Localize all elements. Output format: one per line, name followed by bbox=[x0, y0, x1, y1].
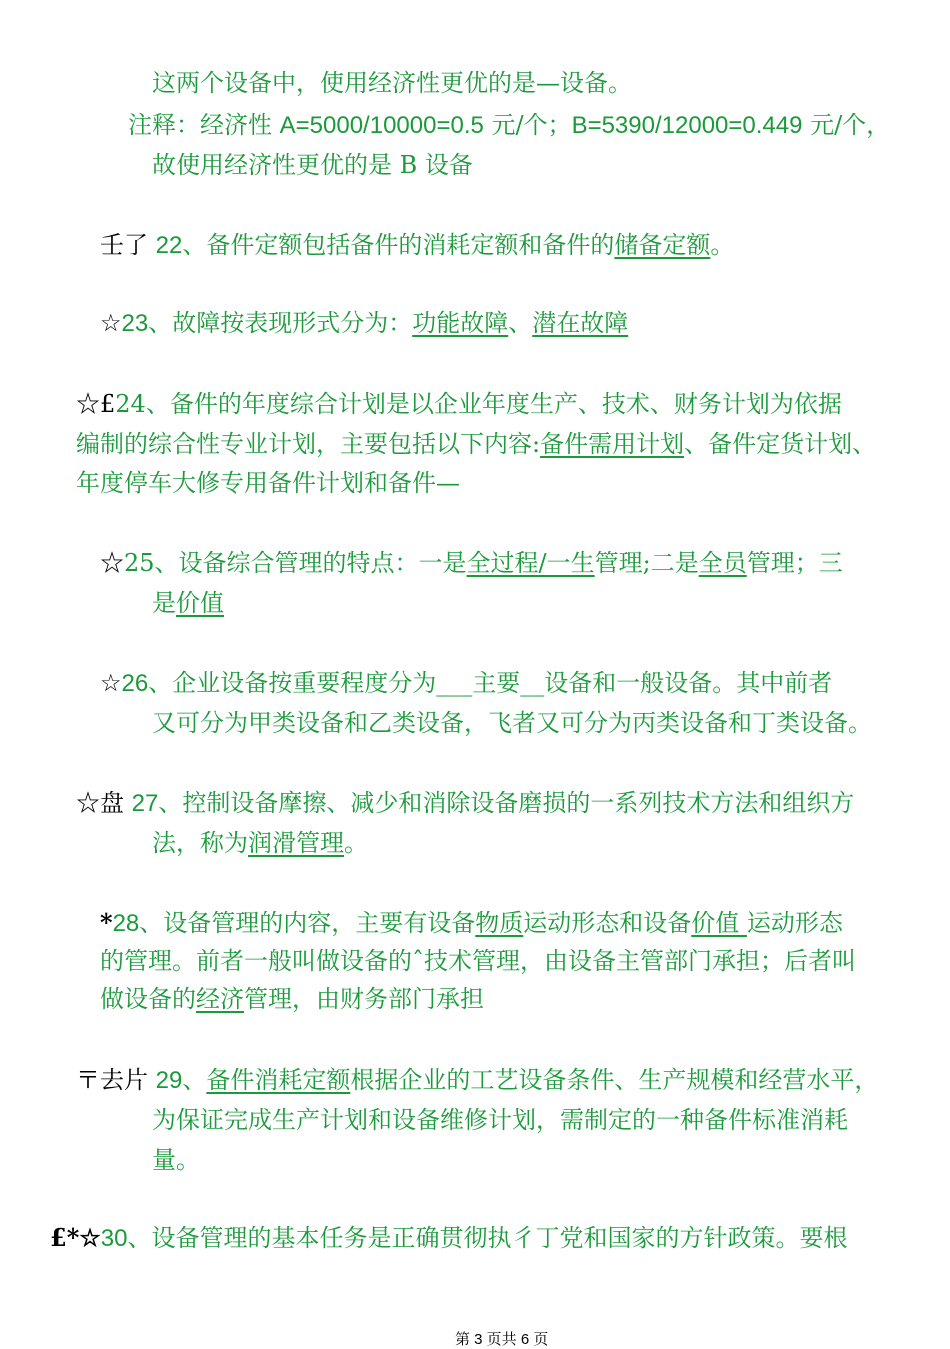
q25-text-1b: 管理;二是 bbox=[594, 549, 699, 577]
q25-text-1a: 25、设备综合管理的特点：一是 bbox=[124, 549, 467, 577]
q23-number: 23 bbox=[121, 310, 149, 337]
q23-text: 、故障按表现形式分为： bbox=[148, 309, 413, 337]
question-24-line-2 bbox=[76, 429, 876, 459]
q29-marker: 〒去片 bbox=[76, 1066, 156, 1094]
star-icon: ☆ bbox=[100, 549, 124, 577]
q28-text-1c: 运动形态 bbox=[746, 909, 843, 937]
q24-text-2b: 、备件定货计划、 bbox=[684, 430, 877, 458]
question-25-line-1 bbox=[100, 548, 843, 578]
q22-number: 22 bbox=[155, 232, 183, 259]
question-29-line-3: 量。 bbox=[152, 1146, 200, 1174]
q28-answer-3: 经济 bbox=[196, 985, 244, 1013]
q26-text-1: 、企业设备按重要程度分为___主要__设备和一般设备。其中前者 bbox=[148, 669, 833, 697]
formula-a: A=5000/10000=0.5 bbox=[279, 112, 484, 139]
q27-text-2b: 。 bbox=[344, 829, 368, 857]
q27-answer: 润滑管理 bbox=[248, 829, 344, 857]
q25-text-1c: 管理；三 bbox=[746, 549, 843, 577]
unit-a: 元/个； bbox=[483, 111, 572, 139]
q27-marker: ☆盘 bbox=[76, 789, 132, 817]
question-24-line-3: 年度停车大修专用备件计划和备件— bbox=[76, 469, 460, 497]
q28-number: 28 bbox=[112, 910, 140, 937]
q29-answer: 备件消耗定额 bbox=[206, 1066, 351, 1094]
q30-text-1: 、设备管理的基本任务是正确贯彻执彳丁党和国家的方针政策。要根 bbox=[127, 1224, 848, 1252]
question-29-line-1 bbox=[76, 1065, 878, 1096]
q29-sep: 、 bbox=[182, 1066, 207, 1094]
q28-answer-1: 物质 bbox=[475, 909, 524, 937]
q28-text-1a: 、设备管理的内容，主要有设备 bbox=[139, 909, 476, 937]
intro-note-line bbox=[128, 110, 890, 141]
question-28-line-1 bbox=[100, 908, 843, 939]
q29-text-1: 根据企业的工艺设备条件、生产规模和经营水平， bbox=[350, 1066, 879, 1094]
q25-answer-1: 全过程/一生 bbox=[466, 549, 595, 577]
q23-answer-1: 功能故障 bbox=[412, 309, 509, 337]
q27-text-1: 、控制设备摩擦、减少和消除设备磨损的一系列技术方法和组织方 bbox=[158, 789, 855, 817]
note-label: 注释：经济性 bbox=[128, 111, 280, 139]
question-28-line-2: 的管理。前者一般叫做设备的ˆ技术管理，由设备主管部门承担；后者叫 bbox=[100, 947, 856, 975]
q24-answer: 备件需用计划 bbox=[540, 430, 685, 458]
q28-text-1b: 运动形态和设备 bbox=[523, 909, 692, 937]
q27-number: 27 bbox=[131, 790, 159, 817]
q24-text-2a: 编制的综合性专业计划，主要包括以下内容: bbox=[76, 430, 541, 458]
q28-text-3a: 做设备的 bbox=[100, 985, 196, 1013]
star-icon: ☆ bbox=[100, 669, 122, 697]
q25-answer-2: 全员 bbox=[698, 549, 747, 577]
q28-answer-2: 价值 bbox=[691, 909, 747, 937]
question-26-line-2: 又可分为甲类设备和乙类设备，飞者又可分为丙类设备和丁类设备。 bbox=[152, 709, 872, 737]
question-30-line-1 bbox=[50, 1223, 847, 1254]
q24-text-1: 24、备件的年度综合计划是以企业年度生产、技术、财务计划为依据 bbox=[115, 390, 842, 418]
q28-text-3b: 管理，由财务部门承担 bbox=[244, 985, 484, 1013]
page-footer: 第 3 页共 6 页 bbox=[455, 1331, 549, 1348]
star-icon: ☆ bbox=[100, 309, 122, 337]
q25-text-2a: 是 bbox=[152, 589, 176, 617]
question-25-line-2 bbox=[152, 588, 224, 618]
q24-marker: ☆£ bbox=[76, 390, 116, 418]
question-26-line-1 bbox=[100, 668, 832, 699]
q25-answer-3: 价值 bbox=[176, 589, 224, 617]
question-23 bbox=[100, 308, 628, 339]
question-24-line-1 bbox=[76, 389, 842, 419]
unit-b: 元/个， bbox=[802, 111, 891, 139]
q22-answer: 储备定额 bbox=[614, 231, 711, 259]
q27-text-2a: 法，称为 bbox=[152, 829, 248, 857]
q23-answer-2: 潜在故障 bbox=[532, 309, 629, 337]
asterisk-icon: * bbox=[100, 908, 113, 937]
q30-marker: £*☆ bbox=[50, 1223, 101, 1252]
q22-text: 、备件定额包括备件的消耗定额和备件的 bbox=[182, 231, 615, 259]
question-29-line-2: 为保证完成生产计划和设备维修计划，需制定的一种备件标准消耗 bbox=[152, 1106, 848, 1134]
question-27-line-1 bbox=[76, 788, 854, 819]
intro-line-1: 这两个设备中，使用经济性更优的是—设备。 bbox=[152, 69, 632, 97]
question-28-line-3 bbox=[100, 984, 484, 1014]
formula-b: B=5390/12000=0.449 bbox=[571, 112, 803, 139]
q26-number: 26 bbox=[121, 670, 149, 697]
intro-line-3: 故使用经济性更优的是 B 设备 bbox=[152, 151, 473, 179]
q23-sep: 、 bbox=[508, 309, 533, 337]
question-22 bbox=[100, 230, 734, 261]
question-27-line-2 bbox=[152, 828, 368, 858]
q22-end: 。 bbox=[710, 231, 735, 259]
q29-number: 29 bbox=[155, 1067, 183, 1094]
q22-marker: 壬了 bbox=[100, 231, 156, 259]
q30-number: 30 bbox=[100, 1225, 128, 1252]
